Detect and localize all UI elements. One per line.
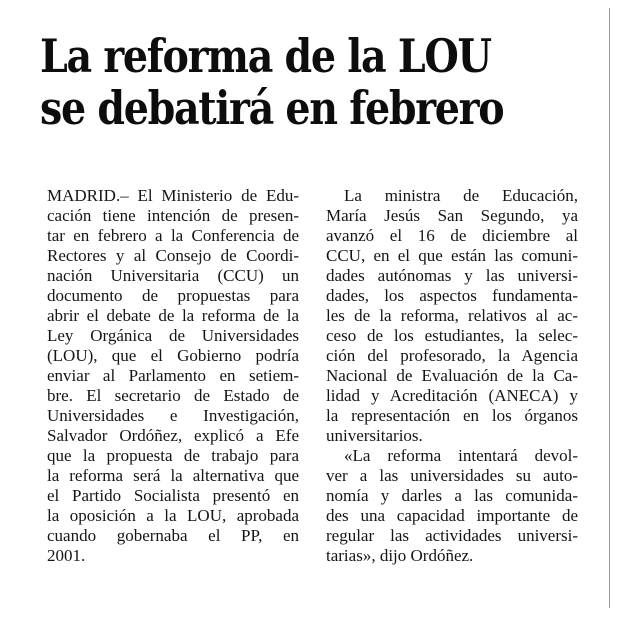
text-line: Nacional de Evaluación de la Ca- — [326, 366, 578, 385]
text-line: abrir el debate de la reforma de la — [47, 306, 299, 325]
text-line: nomía y darles a las comunida- — [326, 486, 578, 505]
headline-line-1: La reforma de la LOU — [40, 29, 491, 83]
text-line: tarias», dijo Ordóñez. — [326, 546, 474, 565]
text-line: CCU, en el que están las comuni- — [326, 246, 578, 265]
text-line: MADRID.– El Ministerio de Edu- — [47, 186, 299, 205]
text-line: Ley Orgánica de Universidades — [47, 326, 299, 345]
headline — [40, 30, 522, 134]
text-line: la reforma será la alternativa que — [47, 466, 299, 485]
right-column — [326, 186, 578, 566]
text-line: 2001. — [47, 546, 86, 565]
text-line: que la propuesta de trabajo para — [47, 446, 299, 465]
text-line: des una capacidad importante de — [326, 506, 578, 525]
text-line: cuando gobernaba el PP, en — [47, 526, 299, 545]
text-line: Salvador Ordóñez, explicó a Efe — [47, 426, 299, 445]
text-line: «La reforma intentará devol- — [344, 446, 578, 465]
text-line: dades autónomas y las universi- — [326, 266, 578, 285]
text-line: dades, los aspectos fundamenta- — [326, 286, 578, 305]
text-line: la oposición a la LOU, aprobada — [47, 506, 299, 525]
text-line: ceso de los estudiantes, la selec- — [326, 326, 578, 345]
text-line: cación tiene intención de presen- — [47, 206, 299, 225]
column-rule — [609, 8, 610, 608]
text-line: ver a las universidades su auto- — [326, 466, 578, 485]
text-line: (LOU), que el Gobierno podría — [47, 346, 299, 365]
text-line: nación Universitaria (CCU) un — [47, 266, 299, 285]
text-line: la representación en los órganos — [326, 406, 578, 425]
text-line: ción del profesorado, la Agencia — [326, 346, 578, 365]
text-line: Rectores y al Consejo de Coordi- — [47, 246, 299, 265]
text-line: tar en febrero a la Conferencia de — [47, 226, 299, 245]
headline-line-2: se debatirá en febrero — [40, 81, 504, 135]
text-line: Universidades e Investigación, — [47, 406, 299, 425]
text-line: regular las actividades universi- — [326, 526, 578, 545]
text-line: el Partido Socialista presentó en — [47, 486, 299, 505]
text-line: enviar al Parlamento en setiem- — [47, 366, 299, 385]
left-column — [47, 186, 299, 566]
text-line: les de la reforma, relativos al ac- — [326, 306, 578, 325]
text-line: bre. El secretario de Estado de — [47, 386, 299, 405]
text-line: avanzó el 16 de diciembre al — [326, 226, 578, 245]
text-line: La ministra de Educación, — [344, 186, 578, 205]
text-line: María Jesús San Segundo, ya — [326, 206, 578, 225]
text-line: universitarios. — [326, 426, 423, 445]
text-line: documento de propuestas para — [47, 286, 299, 305]
text-line: lidad y Acreditación (ANECA) y — [326, 386, 578, 405]
